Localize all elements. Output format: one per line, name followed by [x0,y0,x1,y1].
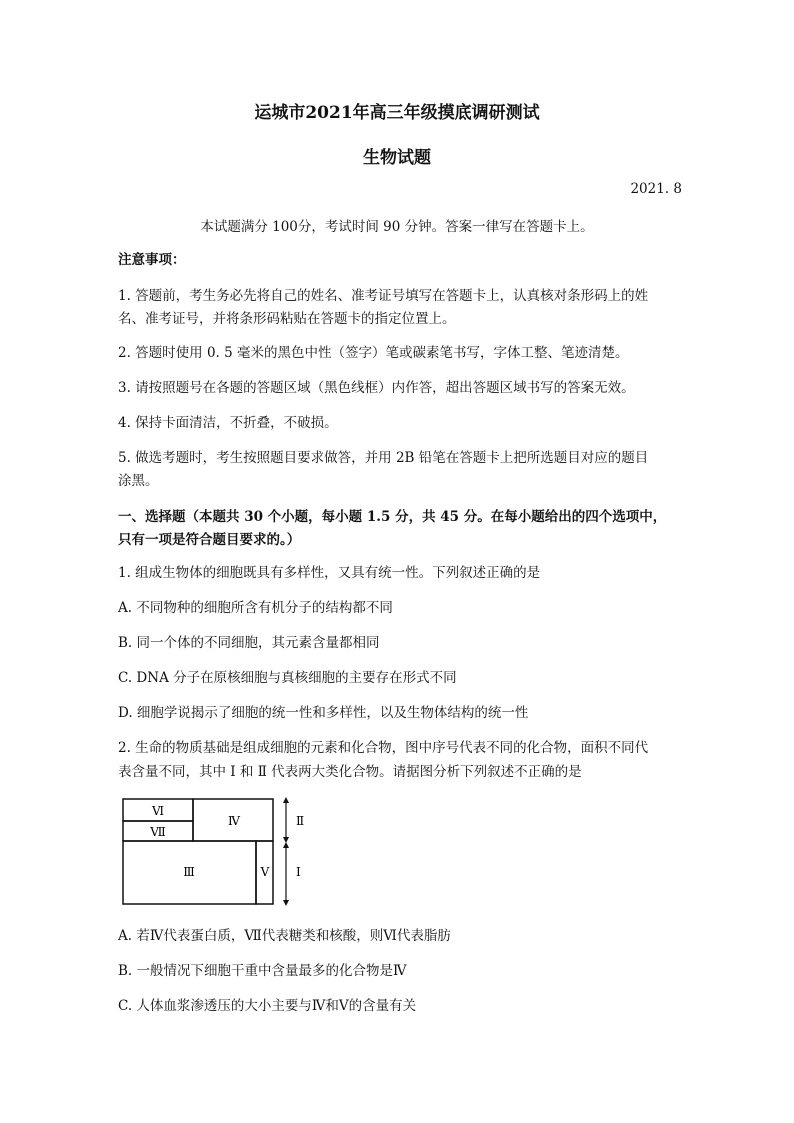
label-vii: Ⅶ [150,825,166,839]
label-iv: Ⅳ [228,814,240,828]
note-5-line-2: 涂黑。 [118,473,159,489]
question-1-option-b: B. 同一个体的不同细胞，其元素含量都相同 [118,635,380,651]
label-ii: Ⅱ [296,814,305,828]
question-2-stem-line-1: 2. 生命的物质基础是组成细胞的元素和化合物，图中序号代表不同的化合物，面积不同代 [118,740,649,756]
note-2: 2. 答题时使用 0. 5 毫米的黑色中性（签字）笔或碳素笔书写，字体工整、笔迹清楚。 [118,345,629,361]
label-iii: Ⅲ [183,865,195,879]
bracket-i-arrow-bottom [283,900,289,906]
label-i: Ⅰ [296,865,301,879]
question-1-option-a: A. 不同物种的细胞所含有机分子的结构都不同 [118,600,393,616]
exam-title: 运城市2021年高三年级摸底调研测试 [254,103,540,123]
label-vi: Ⅵ [151,804,165,818]
notes-heading: 注意事项： [118,252,186,268]
question-2-option-b: B. 一般情况下细胞干重中含量最多的化合物是Ⅳ [118,963,407,979]
section-1-heading-line-1: 一、选择题（本题共 30 个小题，每小题 1.5 分，共 45 分。在每小题给出的四个选项中， [118,509,667,525]
note-1-line-2: 名、准考证号，并将条形码粘贴在答题卡的指定位置上。 [118,311,456,327]
exam-date: 2021. 8 [630,181,682,197]
question-2-option-a: A. 若Ⅳ代表蛋白质，Ⅶ代表糖类和核酸，则Ⅵ代表脂肪 [118,928,451,944]
note-5-line-1: 5. 做选考题时，考生按照题目要求做答，并用 2B 铅笔在答题卡上把所选题目对应的题目 [118,450,649,466]
note-3: 3. 请按照题号在各题的答题区域（黑色线框）内作答，超出答题区域书写的答案无效。 [118,380,635,396]
question-1-option-d: D. 细胞学说揭示了细胞的统一性和多样性，以及生物体结构的统一性 [118,705,529,721]
note-1-line-1: 1. 答题前，考生务必先将自己的姓名、准考证号填写在答题卡上，认真核对条形码上的姓 [118,288,649,304]
note-4: 4. 保持卡面清洁，不折叠，不破损。 [118,415,338,431]
question-2-stem-line-2: 表含量不同，其中 Ⅰ 和 Ⅱ 代表两大类化合物。请据图分析下列叙述不正确的是 [118,764,582,780]
section-1-heading-line-2: 只有一项是符合题目要求的。） [118,532,301,548]
exam-subject: 生物试题 [363,148,431,168]
bracket-ii-arrow-top [283,797,289,803]
bracket-i-arrow-top [283,842,289,848]
exam-intro: 本试题满分 100分，考试时间 90 分钟。答案一律写在答题卡上。 [200,219,594,235]
question-1-option-c: C. DNA 分子在原核细胞与真核细胞的主要存在形式不同 [118,670,457,686]
question-2-option-c: C. 人体血浆渗透压的大小主要与Ⅳ和Ⅴ的含量有关 [118,998,417,1014]
question-1-stem: 1. 组成生物体的细胞既具有多样性，又具有统一性。下列叙述正确的是 [118,565,541,581]
compound-diagram [118,796,318,908]
label-v: Ⅴ [260,865,270,879]
